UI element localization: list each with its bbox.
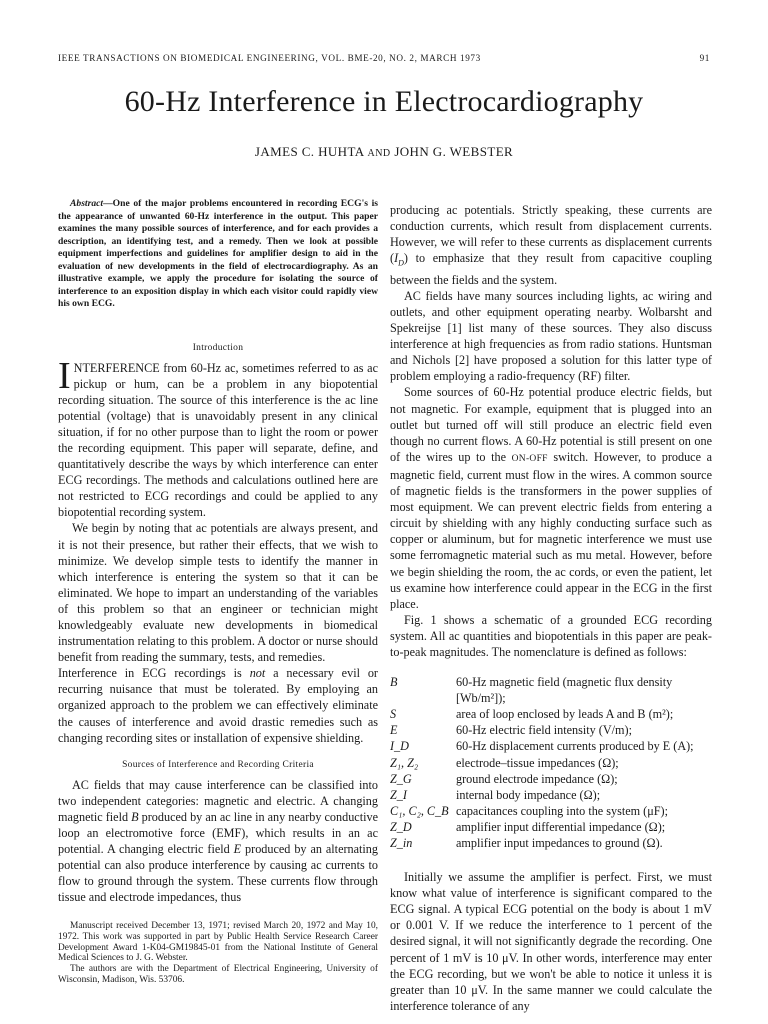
sources-paragraph-1: AC fields that may cause interference can be classified into two independent categories: magnetic and electric. A changing magnetic field B produced by an ac line in any nearby conductive loop an electromotive force (EMF), which results in an ac potential. A changing electric field E produced by an alternating potential can also produce interference by causing ac currents to flow to ground through the system. These currents flow through tissue and electrode impedances, thus — [58, 777, 378, 905]
nomenclature-item: B 60-Hz magnetic field (magnetic flux density [Wb/m²]); — [390, 675, 673, 706]
intro-paragraph-2: We begin by noting that ac potentials are always present, and it is not their presence, but rather their effects, that we wish to minimize. We develop simple tests to identify the manner in which interference is entering the system so that it can be eliminated. We hope to impart an understanding of the variables of this problem so that an engineer or technician might knowledgeably evaluate new developments in biomedical instrumentation relating to this problem. A doctor or nurse should benefit from reading the summary, tests, and remedies. — [58, 521, 378, 665]
nomenclature-item: S area of loop enclosed by leads A and B (m²); — [390, 707, 674, 722]
emphasis-not: not — [249, 666, 266, 681]
right-paragraph-2: AC fields have many sources including lights, ac wiring and outlets, and other equipment operating nearby. Wolbarsht and Spekreijse [1] list many of these sources. They also discuss interference at high frequencies as from radio stations. Huntsman and Nichols [2] have proposed a solution for this latter type of problem employing a radio-frequency (RF) filter. — [390, 288, 712, 384]
paper-title: 60-Hz Interference in Electrocardiography — [124, 85, 644, 118]
author-first: JAMES C. HUHTA — [254, 144, 364, 159]
drop-cap: I — [58, 354, 71, 397]
on-off-term: ON-OFF — [511, 453, 548, 464]
intro-paragraph-1-text: NTERFERENCE from 60-Hz ac, sometimes referred to as ac pickup or hum, can be a problem in any biopotential recording situation. The source of this interference is the ac line potential (voltage) that is unavoidably present in any clinical situation, if for no other purpose than to light the room or power the recording equipment. This paper will separate, define, and quantitatively describe the ways by which interference can enter ECG recordings. The methods and calculations outlined here are not restricted to ECG recordings and could be applied to any biopotential recording system. — [58, 360, 378, 520]
nomenclature-list — [390, 674, 712, 851]
page-number: 91 — [699, 53, 710, 63]
author-line — [0, 144, 768, 160]
right-paragraph-3: Some sources of 60-Hz potential produce electric fields, but not magnetic. For example, equipment that is plugged into an outlet but turned off will still produce an electric field even though no current flows. A 60-Hz potential is still present on one of the wires up to the ON-OFF switch. However, to produce a magnetic field, current must flow in the wires. A common source of magnetic fields is the transformers in the power supplies of most equipment. We can prevent electric fields from entering a circuit by shielding with any highly conducting surface such as copper or aluminum, but for magnetic interference we must use some ferromagnetic material such as mu metal. However, before we begin shielding the room, the ac cords, or even the patient, let us examine how interference could appear in the ECG in the first place. — [390, 385, 713, 611]
footnote — [58, 921, 378, 986]
intro-paragraph-1 — [58, 354, 378, 521]
nomenclature-item: E 60-Hz electric field intensity (V/m); — [390, 723, 632, 738]
section-heading-sources: Sources of Interference and Recording Criteria — [122, 759, 314, 770]
right-paragraph-1: producing ac potentials. Strictly speaking, these currents are conduction currents, which result from displacement currents. However, we will refer to these currents as displacement currents $(I_D)$ to emphasize that they result from capacitive coupling between the fields and the system. — [390, 203, 712, 287]
nomenclature-item: Z_in amplifier input impedances to ground (Ω). — [390, 836, 663, 850]
abstract — [58, 198, 378, 311]
nomenclature-item: Z_G ground electrode impedance (Ω); — [390, 771, 618, 786]
right-column — [390, 202, 712, 1014]
nomenclature-item: I_D 60-Hz displacement currents produced by E (A); — [390, 739, 694, 754]
intro-paragraph-3: Interference in ECG recordings is not a necessary evil or recurring nuisance that must be tolerated. By employing an organized approach to the problem we can effectively eliminate the causes of interference and avoid drastic remedies such as changing recording sites or installation of expensive shielding. — [58, 666, 378, 745]
nomenclature-item: Z₁, Z₂ electrode–tissue impedances (Ω); — [390, 755, 619, 770]
author-second: JOHN G. WEBSTER — [394, 144, 514, 159]
left-column — [58, 198, 378, 906]
nomenclature-item: C₁, C₂, C_B capacitances coupling into the system (μF); — [390, 803, 668, 818]
abstract-lead: Abstract — [70, 198, 104, 209]
author-conjunction: AND — [367, 148, 391, 159]
right-paragraph-4: Fig. 1 shows a schematic of a grounded ECG recording system. All ac quantities and biopotentials in this paper are peak-to-peak magnitudes. The nomenclature is defined as follows: — [390, 612, 712, 659]
section-heading-introduction: Introduction — [192, 342, 244, 353]
right-paragraph-5: Initially we assume the amplifier is perfect. First, we must know what value of interference is significant compared to the ECG signal. A typical ECG potential on the body is about 1 mV or 0.001 V. If we reduce the interference to 1 percent of the desired signal, it will not significantly degrade the recording. One percent of 1 mV is 10 μV. In other words, interference may enter the ECG recording, but we won't be able to notice it unless it is greater than 10 μV. In the same manner we could calculate the interference tolerance of any — [390, 870, 712, 1013]
journal-citation: IEEE TRANSACTIONS ON BIOMEDICAL ENGINEERING, VOL. BME-20, NO. 2, MARCH 1973 — [58, 53, 481, 63]
abstract-text: —One of the major problems encountered in recording ECG's is the appearance of unwanted 60-Hz interference in the output. This paper examines the many possible sources of interference, and for each provides a description, an identifying test, and a remedy. Then we look at possible equipment imperfections and guidelines for amplifier design to aid in the evaluation of new developments in the field of electrocardiography. As an illustrative example, we apply the procedure for isolating the source of interference to an exposition display in which each visitor could rapidly view his own ECG. — [58, 198, 378, 309]
nomenclature-item: Z_D amplifier input differential impedance (Ω); — [390, 819, 666, 834]
nomenclature-item: Z_I internal body impedance (Ω); — [390, 787, 601, 802]
footnote-manuscript: Manuscript received December 13, 1971; revised March 20, 1972 and May 10, 1972. This work was supported in part by Public Health Service Research Career Development Award 1-K04-GM19845-01 from the National Institute of General Medical Sciences to J. G. Webster. — [58, 921, 378, 964]
running-header — [58, 53, 710, 67]
footnote-affiliation: The authors are with the Department of Electrical Engineering, University of Wisconsin, Madison, Wis. 53706. — [58, 964, 378, 985]
